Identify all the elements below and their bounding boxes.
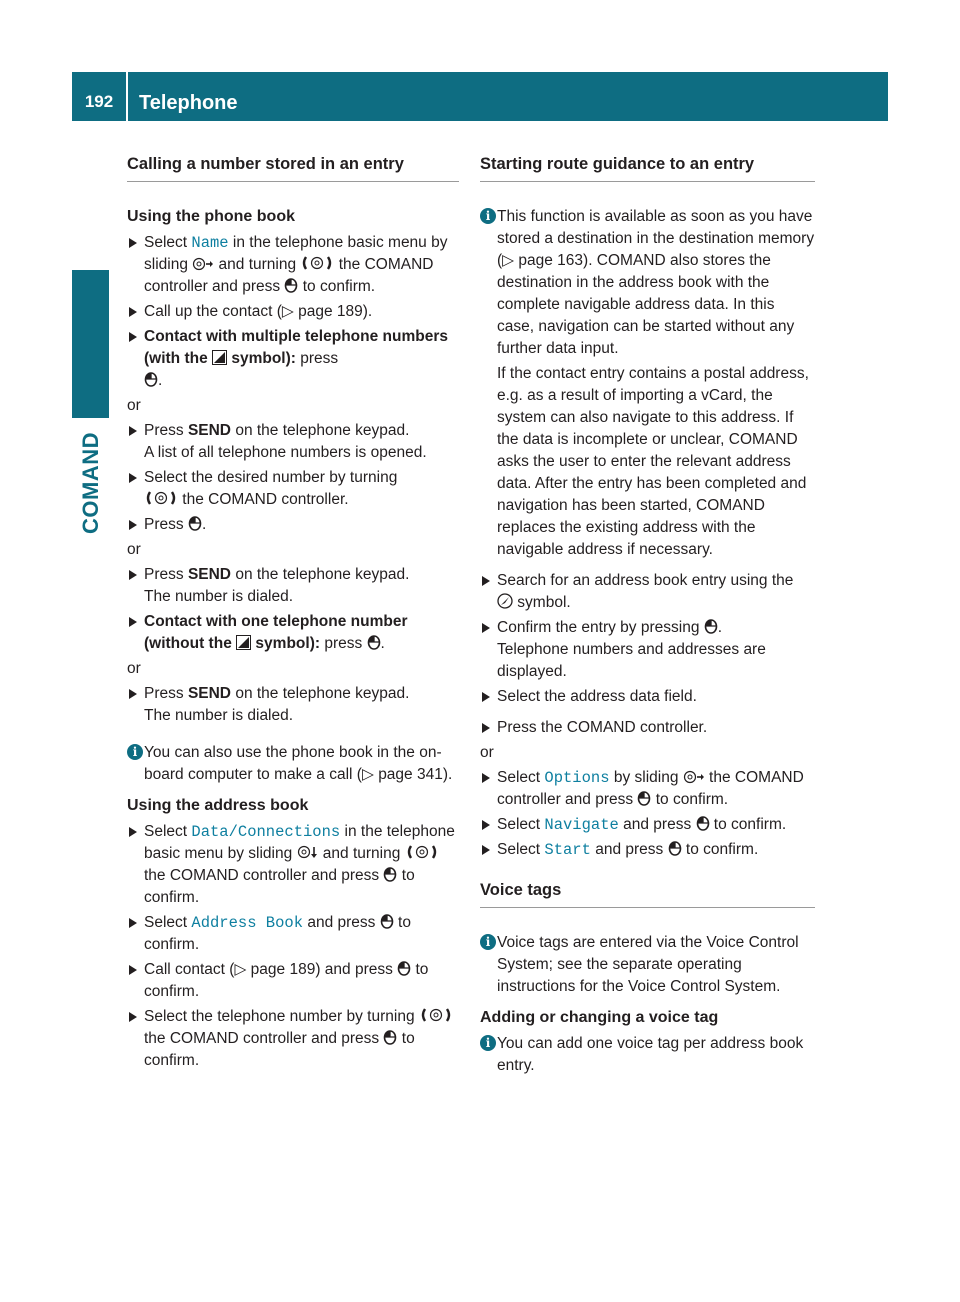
section-title: Telephone <box>139 92 238 114</box>
step: Select the telephone number by turning the COMAND controller and press to confirm. <box>127 1006 459 1072</box>
controller-turn-icon <box>144 490 178 506</box>
menu-item-data-connections: Data/Connections <box>191 823 341 841</box>
side-tab-text: COMAND <box>77 431 103 534</box>
step: Contact with multiple telephone numbers (with the symbol): press . <box>127 326 459 392</box>
controller-press-icon <box>188 515 202 531</box>
or-separator: or <box>480 744 494 761</box>
info-icon: i <box>480 1035 496 1051</box>
heading-calling-number: Calling a number stored in an entry <box>127 150 459 182</box>
step: Select Data/Connections in the telephone basic menu by sliding and turning the COMAND controller and press to confirm. <box>127 821 459 909</box>
right-column <box>480 150 815 1080</box>
step: Press . <box>127 514 459 536</box>
or-separator: or <box>127 660 141 677</box>
controller-press-icon <box>696 815 710 831</box>
step: Select the address data field. <box>480 686 815 708</box>
page-header <box>72 72 888 121</box>
info-icon: i <box>480 208 496 224</box>
controller-press-icon <box>380 913 394 929</box>
subheading-address-book: Using the address book <box>127 797 309 814</box>
info-note: i You can add one voice tag per address book entry. <box>480 1033 815 1077</box>
info-note: i You can also use the phone book in the on-board computer to make a call (▷ page 341). <box>127 742 459 786</box>
navigation-symbol-icon <box>497 593 513 609</box>
menu-item-address-book: Address Book <box>191 914 304 932</box>
step: Select Address Book and press to confirm. <box>127 912 459 956</box>
controller-slide-right-icon <box>683 770 705 784</box>
step: Press SEND on the telephone keypad. A list of all telephone numbers is opened. <box>127 420 459 464</box>
controller-press-icon <box>144 371 158 387</box>
step: Select Navigate and press to confirm. <box>480 814 815 836</box>
step: Press the COMAND controller. <box>480 717 815 739</box>
controller-turn-icon <box>419 1007 453 1023</box>
controller-press-icon <box>668 840 682 856</box>
subheading-phone-book: Using the phone book <box>127 208 295 225</box>
step: Press SEND on the telephone keypad. The number is dialed. <box>127 564 459 608</box>
controller-turn-icon <box>300 255 334 271</box>
controller-press-icon <box>383 1029 397 1045</box>
step: Select Start and press to confirm. <box>480 839 815 861</box>
step: Select Options by sliding the COMAND controller and press to confirm. <box>480 767 815 811</box>
header-divider <box>126 72 128 121</box>
multiple-numbers-symbol-icon <box>212 350 227 365</box>
step: Press SEND on the telephone keypad. The number is dialed. <box>127 683 459 727</box>
controller-press-icon <box>383 866 397 882</box>
left-column <box>127 150 459 1075</box>
step: Search for an address book entry using the symbol. <box>480 570 815 614</box>
side-tab-label <box>72 420 109 545</box>
controller-press-icon <box>637 790 651 806</box>
info-note: i This function is available as soon as you have stored a destination in the destination memory (▷ page 163). COMAND also stores the destination in the address book with the complete navigable address data. In this case, navigation can be started without any further data input. If the contact entry contains a postal address, e.g. as a result of importing a vCard, the system can also navigate to this address. If the data is incomplete or unclear, COMAND asks the user to enter the relevant address data. After the entry has been completed and navigation has been started, COMAND replaces the existing address with the navigable address if necessary. <box>480 206 815 561</box>
step: Call up the contact (▷ page 189). <box>127 301 459 323</box>
step: Select Name in the telephone basic menu by sliding and turning the COMAND controller and press to confirm. <box>127 232 459 298</box>
step: Call contact (▷ page 189) and press to confirm. <box>127 959 459 1003</box>
heading-route-guidance: Starting route guidance to an entry <box>480 150 815 182</box>
controller-press-icon <box>397 960 411 976</box>
step: Confirm the entry by pressing . Telephone numbers and addresses are displayed. <box>480 617 815 683</box>
step: Select the desired number by turning the COMAND controller. <box>127 467 459 511</box>
controller-press-icon <box>284 277 298 293</box>
menu-item-options: Options <box>544 769 610 787</box>
multiple-numbers-symbol-icon <box>236 635 251 650</box>
controller-press-icon <box>367 634 381 650</box>
controller-slide-right-icon <box>192 257 214 271</box>
side-tab-block <box>72 270 109 418</box>
menu-item-name: Name <box>191 234 229 252</box>
step: Contact with one telephone number (without the symbol): press . <box>127 611 459 655</box>
info-note: i Voice tags are entered via the Voice Control System; see the separate operating instructions for the Voice Control System. <box>480 932 815 998</box>
or-separator: or <box>127 397 141 414</box>
or-separator: or <box>127 541 141 558</box>
info-icon: i <box>127 744 143 760</box>
menu-item-navigate: Navigate <box>544 816 619 834</box>
heading-voice-tags: Voice tags <box>480 876 815 908</box>
controller-turn-icon <box>405 844 439 860</box>
controller-slide-down-icon <box>297 844 319 860</box>
page-number: 192 <box>84 92 114 111</box>
controller-press-icon <box>704 618 718 634</box>
info-icon: i <box>480 934 496 950</box>
subheading-adding-voice-tag: Adding or changing a voice tag <box>480 1009 719 1026</box>
menu-item-start: Start <box>544 841 591 859</box>
